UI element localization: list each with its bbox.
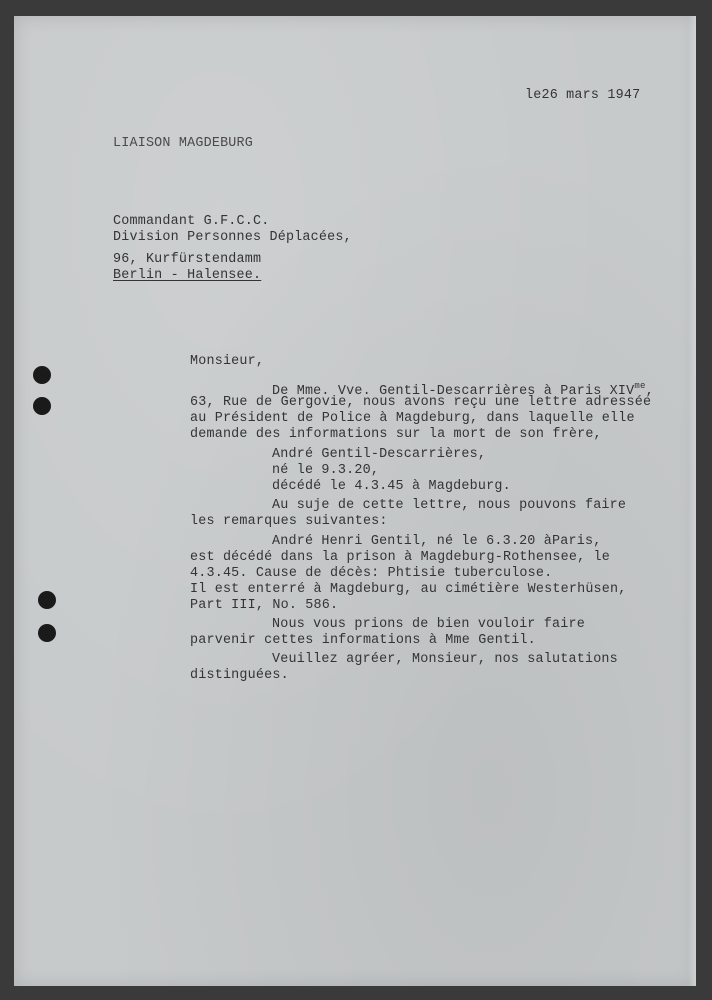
person-line-3: décédé le 4.3.45 à Magdeburg. <box>272 479 511 494</box>
para1-superscript: me <box>634 381 646 391</box>
punch-hole-3 <box>38 591 56 609</box>
para3-line-5: Part III, No. 586. <box>190 598 339 613</box>
para1-line-1-text: De Mme. Vve. Gentil-Descarrières à Paris XIV <box>272 384 635 399</box>
recipient-line-3: 96, Kurfürstendamm <box>113 252 262 267</box>
punch-hole-1 <box>33 366 51 384</box>
person-line-1: André Gentil-Descarrières, <box>272 447 487 462</box>
recipient-line-4: Berlin - Halensee. <box>113 268 262 283</box>
para1-line-3: au Président de Police à Magdeburg, dans laquelle elle <box>190 411 635 426</box>
punch-hole-4 <box>38 624 56 642</box>
closing-line-2: distinguées. <box>190 668 289 683</box>
para3-line-2: est décédé dans la prison à Magdeburg-Rothensee, le <box>190 550 611 565</box>
para2-line-1: Au suje de cette lettre, nous pouvons faire <box>272 498 627 513</box>
para3-line-4: Il est enterré à Magdeburg, au cimétière Westerhüsen, <box>190 582 627 597</box>
punch-hole-2 <box>33 397 51 415</box>
para4-line-2: parvenir cettes informations à Mme Gentil. <box>190 633 536 648</box>
recipient-line-1: Commandant G.F.C.C. <box>113 214 270 229</box>
letter-date: le26 mars 1947 <box>525 88 641 103</box>
closing-line-1: Veuillez agréer, Monsieur, nos salutations <box>272 652 618 667</box>
sender-line: LIAISON MAGDEBURG <box>113 136 254 151</box>
person-line-2: né le 9.3.20, <box>272 463 380 478</box>
para4-line-1: Nous vous prions de bien vouloir faire <box>272 617 585 632</box>
salutation: Monsieur, <box>190 354 265 369</box>
para3-line-1: André Henri Gentil, né le 6.3.20 àParis, <box>272 534 602 549</box>
para1-line-2: 63, Rue de Gergovie, nous avons reçu une lettre adressée <box>190 395 652 410</box>
para2-line-2: les remarques suivantes: <box>190 514 388 529</box>
page-edge <box>688 16 696 986</box>
para1-line-4: demande des informations sur la mort de son frère, <box>190 427 602 442</box>
para3-line-3: 4.3.45. Cause de décès: Phtisie tuberculose. <box>190 566 553 581</box>
recipient-line-2: Division Personnes Déplacées, <box>113 230 352 245</box>
para1-line-1-end: , <box>645 384 654 399</box>
